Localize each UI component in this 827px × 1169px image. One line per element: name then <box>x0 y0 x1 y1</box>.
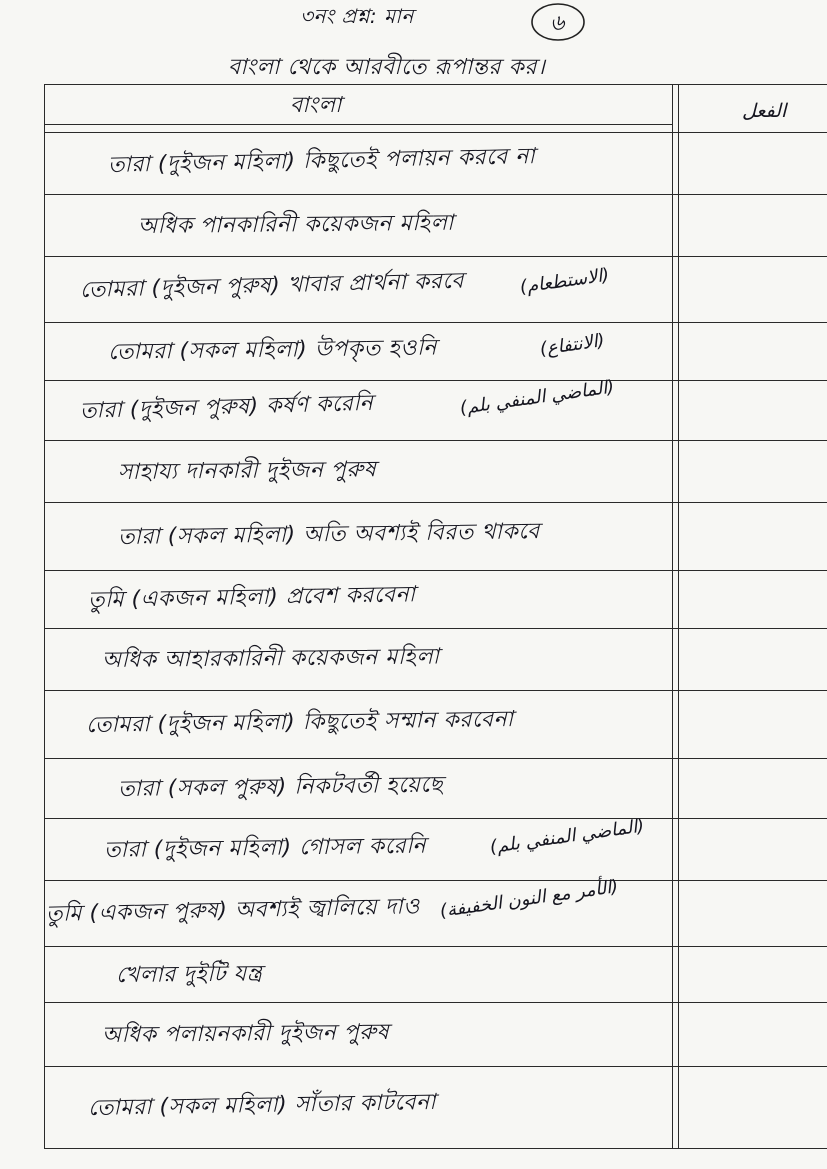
row-divider <box>44 502 827 503</box>
table-row-text: তারা (দুইজন মহিলা) কিছুতেই পলায়ন করবে না <box>107 144 536 178</box>
table-bottom-border <box>44 1148 827 1149</box>
table-row-text: খেলার দুইটি যন্ত্র <box>115 961 263 988</box>
table-row-text: তারা (সকল মহিলা) অতি অবশ্যই বিরত থাকবে <box>117 519 541 550</box>
question-heading: ৩নং প্রশ্ন: মান <box>300 4 414 28</box>
row-divider <box>44 758 827 759</box>
table-row-text: তোমরা (দুইজন মহিলা) কিছুতেই সম্মান করবেনা <box>85 707 514 738</box>
row-divider <box>44 256 827 257</box>
table-row-text: তারা (সকল পুরুষ) নিকটবর্তী হয়েছে <box>117 772 444 802</box>
header-bottom-border <box>44 124 672 125</box>
row-divider <box>44 440 827 441</box>
table-top-border <box>44 84 827 85</box>
table-row-note: (الماضي المنفي بلم) <box>458 376 616 419</box>
table-row-text: তুমি (একজন পুরুষ) অবশ্যই জ্বালিয়ে দাও <box>45 894 421 927</box>
row-divider <box>44 1002 827 1003</box>
table-row-text: অধিক পলায়নকারী দুইজন পুরুষ <box>101 1019 390 1048</box>
row-divider <box>44 1066 827 1067</box>
column-header-arabic: الفعل <box>742 100 787 122</box>
row-divider <box>44 818 827 819</box>
row-divider <box>44 690 827 691</box>
instruction-text: বাংলা থেকে আরবীতে রূপান্তর কর। <box>228 55 546 80</box>
table-row-text: তোমরা (দুইজন পুরুষ) খাবার প্রার্থনা করবে <box>79 268 465 303</box>
table-row-text: তুমি (একজন মহিলা) প্রবেশ করবেনা <box>87 582 416 613</box>
row-divider <box>44 570 827 571</box>
row-divider <box>44 194 827 195</box>
row-divider <box>44 322 827 323</box>
row-divider <box>44 380 827 381</box>
question-mark-value: ৬ <box>550 11 565 36</box>
header-bottom-border-2 <box>44 132 827 133</box>
row-divider <box>44 946 827 947</box>
table-row-text: তারা (দুইজন পুরুষ) কর্ষণ করেনি <box>79 390 374 424</box>
column-divider-2 <box>678 84 679 1149</box>
table-row-note: (الانتفاع) <box>538 330 606 360</box>
table-row-text: অধিক পানকারিনী কয়েকজন মহিলা <box>137 210 454 239</box>
row-divider <box>44 628 827 629</box>
left-border <box>44 84 45 1149</box>
table-row-text: সাহায্য দানকারী দুইজন পুরুষ <box>117 457 377 485</box>
column-divider <box>672 84 673 1149</box>
table-row-text: তোমরা (সকল মহিলা) সাঁতার কাটবেনা <box>87 1089 437 1121</box>
table-row-text: তোমরা (সকল মহিলা) উপকৃত হওনি <box>107 335 438 365</box>
table-row-note: (الماضي المنفي بلم) <box>488 815 646 858</box>
table-row-text: তারা (দুইজন মহিলা) গোসল করেনি <box>103 833 427 863</box>
table-row-text: অধিক আহারকারিনী কয়েকজন মহিলা <box>101 644 440 673</box>
column-header-bangla: বাংলা <box>290 93 342 118</box>
table-row-note: (الاستطعام) <box>518 264 611 298</box>
row-divider <box>44 880 827 881</box>
table-row-note: (الأمر مع النون الخفيفة) <box>438 876 620 922</box>
